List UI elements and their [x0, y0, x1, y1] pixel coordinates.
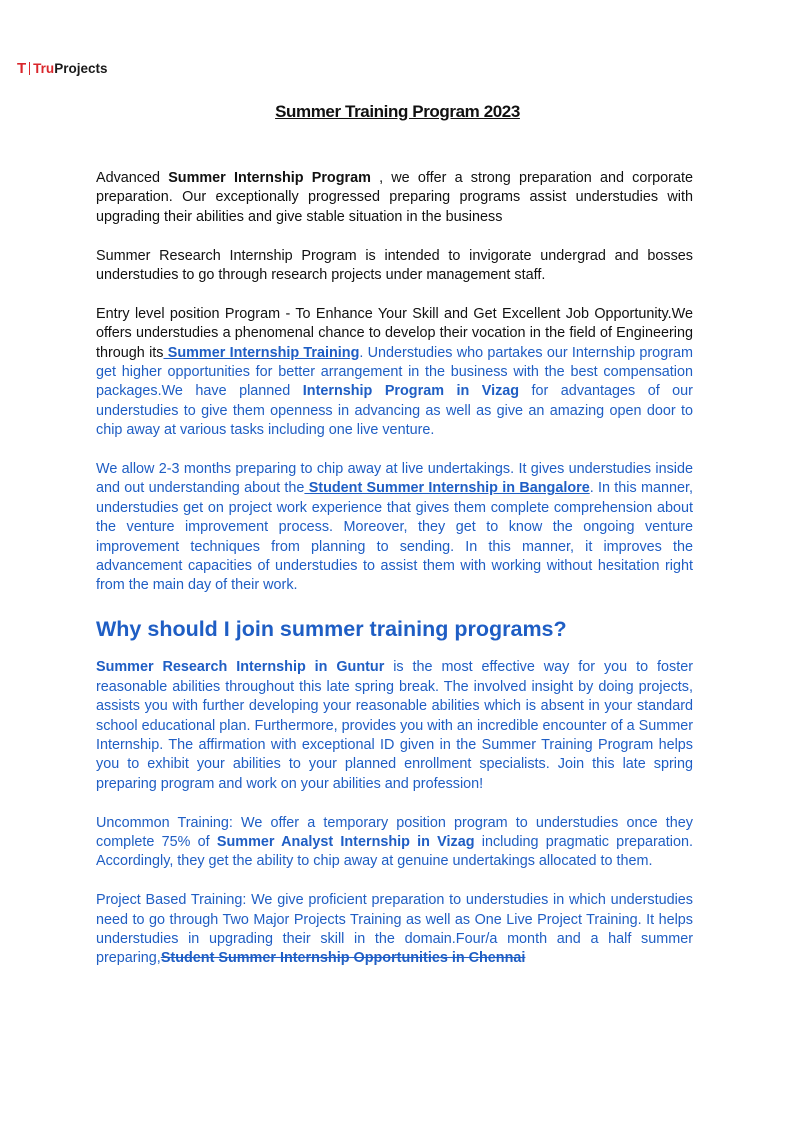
summer-internship-training-link[interactable]: Summer Internship Training [163, 344, 360, 361]
text: is the most effective way for you to foster reasonable abilities throughout this late spring break. The involved insight by doing projects, assists you with further developing your reasonable abilities which is absent in your standard school educational plan. Furthermore, provides you with an incredible encounter of a Summer Internship. The affirmation with exceptional ID given in the Summer Training Program helps you to exhibit your abilities to your planned enrollment specialists. Join this late spring preparing program and work on your abilities and profession! [96, 659, 693, 792]
logo-word-tru: Tru [33, 60, 55, 76]
text: . In this manner, understudies get on project work experience that gives them complete comprehension about the venture improvement process. Moreover, they get to know the ongoing venture improvement techniques from planning to sending. In this manner, it improves the advancement capacities of understudies to assist them with working without hesitation right from the main day of their work. [96, 480, 693, 594]
paragraph-entry-level [96, 305, 693, 441]
document-body [96, 169, 693, 988]
bold-text: Summer Analyst Internship in Vizag [216, 833, 475, 850]
bold-text: Summer Research Internship in Guntur [96, 659, 385, 676]
text: Uncommon Training: We offer a temporary position program to understudies once they complete 75% of [96, 814, 693, 850]
logo-divider [29, 62, 30, 75]
paragraph-guntur [96, 658, 693, 794]
logo-word-projects: Projects [54, 60, 108, 76]
chennai-internship-link[interactable]: Student Summer Internship Opportunities in Chennai [160, 950, 526, 967]
text: Entry level position Program - To Enhance Your Skill and Get Excellent Job Opportunity.We offers understudies a phenomenal chance to develop their vocation in the field of Engineering through its [96, 305, 693, 361]
bold-text: Summer Internship Program [168, 170, 371, 186]
paragraph-project-training [96, 891, 693, 969]
text: . Understudies who partakes our Internship program get higher opportunities for better arrangement in the business with the best compensation packages.We have planned [96, 344, 693, 400]
bold-text: Internship Program in Vizag [302, 383, 520, 400]
text: , we offer a strong preparation and corporate preparation. Our exceptionally progressed preparing programs assist understudies with upgrading their abilities and give stable situation in the business [96, 170, 693, 225]
paragraph-research: Summer Research Internship Program is intended to invigorate undergrad and bosses understudies to go through research projects under management staff. [96, 247, 693, 284]
page-title: Summer Training Program 2023 [275, 102, 520, 121]
text: for advantages of our understudies to give them openness in advancing as well as give an amazing open door to chip away at various tasks including one live venture. [96, 383, 693, 439]
paragraph-uncommon-training [96, 814, 693, 872]
section-heading: Why should I join summer training programs? [96, 617, 567, 642]
paragraph-duration [96, 460, 693, 596]
text: including pragmatic preparation. Accordingly, they get the ability to chip away at genuine undertakings allocated to them. [96, 833, 693, 870]
text: We allow 2-3 months preparing to chip away at live undertakings. It gives understudies inside and out understanding about the [96, 461, 693, 497]
brand-logo [17, 59, 107, 77]
bangalore-internship-link[interactable]: Student Summer Internship in Bangalore [304, 480, 590, 497]
text: Project Based Training: We give proficient preparation to understudies in which understudies need to go through Two Major Projects Training as well as One Live Project Training. It helps understudies in upgrading their skill in the domain.Four/a month and a half summer preparing, [96, 892, 693, 967]
logo-mark: T [17, 59, 27, 77]
paragraph-intro [96, 169, 693, 227]
text: Advanced [96, 170, 169, 186]
